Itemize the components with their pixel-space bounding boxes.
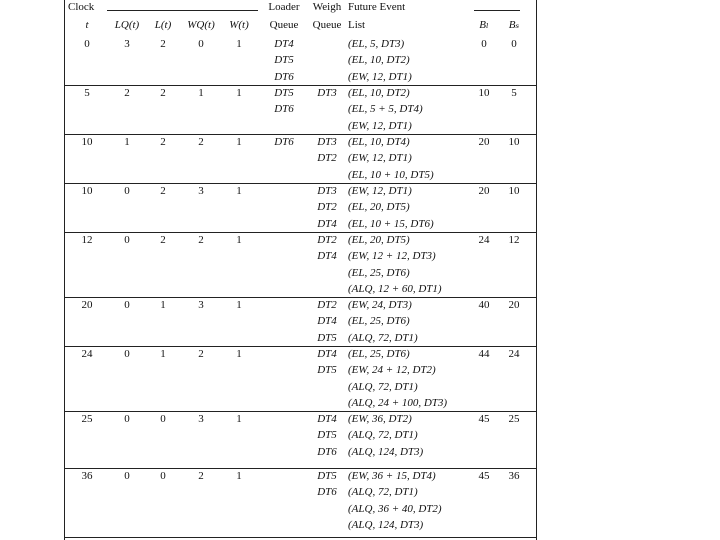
future-event-entry: (EW, 12, DT1) xyxy=(348,185,412,197)
future-event-entry: (EL, 25, DT6) xyxy=(348,315,410,328)
loader-queue-entry: DT6 xyxy=(274,103,294,116)
cell-lq: 0 xyxy=(124,413,130,425)
cell-w: 1 xyxy=(236,348,242,360)
cell-bl: 45 xyxy=(478,470,490,482)
cell-bl: 44 xyxy=(478,348,490,360)
cell-l: 2 xyxy=(160,136,166,148)
weigh-queue-entry: DT3 xyxy=(317,185,337,197)
cell-w: 1 xyxy=(236,136,242,148)
header-future-event: Future Event xyxy=(348,1,406,13)
cell-wq: 3 xyxy=(198,185,204,197)
cell-wq: 1 xyxy=(198,87,204,99)
cell-w: 1 xyxy=(236,413,242,425)
cell-lq: 0 xyxy=(124,470,130,482)
cell-wq: 0 xyxy=(198,38,204,50)
cell-t: 10 xyxy=(81,185,93,197)
cell-l: 1 xyxy=(160,348,166,360)
loader-queue-entry: DT5 xyxy=(274,87,294,99)
future-event-entry: (EW, 12, DT1) xyxy=(348,70,412,83)
weigh-queue-entry: DT5 xyxy=(317,364,337,377)
weigh-queue-entry: DT3 xyxy=(317,136,337,148)
cell-bl: 24 xyxy=(478,234,490,246)
header-rule-right xyxy=(474,10,520,11)
header-lq: LQ(t) xyxy=(114,19,140,31)
header-bs: Bₛ xyxy=(508,19,520,31)
weigh-queue-entry: DT6 xyxy=(317,445,337,458)
header-list: List xyxy=(348,19,366,31)
future-event-entry: (EL, 10 + 15, DT6) xyxy=(348,217,434,230)
header-bl: Bₗ xyxy=(479,19,489,31)
cell-bl: 20 xyxy=(478,185,490,197)
header-rule-left xyxy=(107,10,258,11)
weigh-queue-entry: DT5 xyxy=(317,429,337,442)
cell-w: 1 xyxy=(236,87,242,99)
future-event-entry: (ALQ, 72, DT1) xyxy=(348,429,418,442)
cell-bl: 20 xyxy=(478,136,490,148)
cell-bs: 5 xyxy=(511,87,517,99)
cell-l: 0 xyxy=(160,413,166,425)
cell-lq: 0 xyxy=(124,299,130,311)
header-clock: Clock xyxy=(68,1,95,13)
cell-w: 1 xyxy=(236,299,242,311)
header-loader-queue: Queue xyxy=(269,19,299,31)
future-event-entry: (EL, 10, DT4) xyxy=(348,136,410,148)
loader-queue-entry: DT6 xyxy=(274,136,294,148)
weigh-queue-entry: DT4 xyxy=(317,217,337,230)
weigh-queue-entry: DT6 xyxy=(317,486,337,499)
cell-t: 24 xyxy=(81,348,93,360)
cell-w: 1 xyxy=(236,470,242,482)
cell-bl: 0 xyxy=(481,38,487,50)
table-left-border xyxy=(64,0,65,540)
cell-bs: 25 xyxy=(508,413,520,425)
weigh-queue-entry: DT4 xyxy=(317,250,337,263)
weigh-queue-entry: DT4 xyxy=(317,348,337,360)
future-event-entry: (EW, 24 + 12, DT2) xyxy=(348,364,436,377)
cell-t: 25 xyxy=(81,413,93,425)
weigh-queue-entry: DT2 xyxy=(317,152,337,165)
future-event-entry: (EL, 5 + 5, DT4) xyxy=(348,103,423,116)
future-event-entry: (EL, 25, DT6) xyxy=(348,348,410,360)
cell-bs: 24 xyxy=(508,348,520,360)
future-event-entry: (EW, 36, DT2) xyxy=(348,413,412,425)
weigh-queue-entry: DT2 xyxy=(317,299,337,311)
loader-queue-entry: DT5 xyxy=(274,54,294,67)
future-event-entry: (ALQ, 72, DT1) xyxy=(348,331,418,344)
cell-wq: 2 xyxy=(198,348,204,360)
cell-lq: 0 xyxy=(124,185,130,197)
future-event-entry: (EL, 5, DT3) xyxy=(348,38,405,50)
cell-l: 2 xyxy=(160,38,166,50)
cell-bl: 45 xyxy=(478,413,490,425)
weigh-queue-entry: DT3 xyxy=(317,87,337,99)
future-event-entry: (EL, 10 + 10, DT5) xyxy=(348,168,434,181)
cell-lq: 1 xyxy=(124,136,130,148)
cell-l: 1 xyxy=(160,299,166,311)
weigh-queue-entry: DT5 xyxy=(317,470,337,482)
cell-wq: 2 xyxy=(198,234,204,246)
cell-t: 20 xyxy=(81,299,93,311)
cell-w: 1 xyxy=(236,38,242,50)
cell-bl: 10 xyxy=(478,87,490,99)
cell-t: 5 xyxy=(84,87,90,99)
weigh-queue-entry: DT2 xyxy=(317,234,337,246)
future-event-entry: (ALQ, 72, DT1) xyxy=(348,486,418,499)
cell-l: 0 xyxy=(160,470,166,482)
cell-wq: 3 xyxy=(198,299,204,311)
weigh-queue-entry: DT2 xyxy=(317,201,337,214)
future-event-entry: (EL, 20, DT5) xyxy=(348,234,410,246)
weigh-queue-entry: DT4 xyxy=(317,413,337,425)
header-weigh-queue: Queue xyxy=(312,19,342,31)
future-event-entry: (ALQ, 124, DT3) xyxy=(348,518,424,531)
future-event-entry: (EW, 12, DT1) xyxy=(348,152,412,165)
loader-queue-entry: DT4 xyxy=(274,38,294,50)
cell-lq: 0 xyxy=(124,234,130,246)
future-event-entry: (ALQ, 124, DT3) xyxy=(348,445,424,458)
header-wq: WQ(t) xyxy=(187,19,215,31)
future-event-entry: (EL, 20, DT5) xyxy=(348,201,410,214)
header-weigh: Weigh xyxy=(312,1,342,13)
cell-bs: 36 xyxy=(508,470,520,482)
header-t: t xyxy=(85,19,89,31)
cell-wq: 2 xyxy=(198,136,204,148)
header-l: L(t) xyxy=(154,19,172,31)
cell-bs: 10 xyxy=(508,136,520,148)
cell-l: 2 xyxy=(160,87,166,99)
weigh-queue-entry: DT5 xyxy=(317,331,337,344)
future-event-entry: (ALQ, 12 + 60, DT1) xyxy=(348,282,442,295)
header-loader: Loader xyxy=(268,1,300,13)
future-event-entry: (ALQ, 24 + 100, DT3) xyxy=(348,396,448,409)
future-event-entry: (EL, 10, DT2) xyxy=(348,54,410,67)
cell-t: 12 xyxy=(81,234,93,246)
future-event-entry: (EW, 12 + 12, DT3) xyxy=(348,250,436,263)
cell-w: 1 xyxy=(236,185,242,197)
future-event-entry: (EW, 36 + 15, DT4) xyxy=(348,470,436,482)
future-event-entry: (EW, 24, DT3) xyxy=(348,299,412,311)
cell-bs: 10 xyxy=(508,185,520,197)
future-event-entry: (EL, 10, DT2) xyxy=(348,87,410,99)
future-event-entry: (EW, 12, DT1) xyxy=(348,119,412,132)
future-event-entry: (ALQ, 72, DT1) xyxy=(348,380,418,393)
cell-l: 2 xyxy=(160,185,166,197)
header-w: W(t) xyxy=(229,19,249,31)
table-bottom-border xyxy=(64,537,536,538)
cell-l: 2 xyxy=(160,234,166,246)
cell-lq: 3 xyxy=(124,38,130,50)
cell-bs: 0 xyxy=(511,38,517,50)
cell-t: 36 xyxy=(81,470,93,482)
cell-bs: 12 xyxy=(508,234,520,246)
loader-queue-entry: DT6 xyxy=(274,70,294,83)
cell-wq: 2 xyxy=(198,470,204,482)
cell-lq: 0 xyxy=(124,348,130,360)
cell-w: 1 xyxy=(236,234,242,246)
cell-t: 0 xyxy=(84,38,90,50)
cell-bl: 40 xyxy=(478,299,490,311)
cell-bs: 20 xyxy=(508,299,520,311)
cell-wq: 3 xyxy=(198,413,204,425)
cell-lq: 2 xyxy=(124,87,130,99)
table-right-border xyxy=(536,0,537,540)
future-event-entry: (ALQ, 36 + 40, DT2) xyxy=(348,502,442,515)
cell-t: 10 xyxy=(81,136,93,148)
weigh-queue-entry: DT4 xyxy=(317,315,337,328)
future-event-entry: (EL, 25, DT6) xyxy=(348,266,410,279)
